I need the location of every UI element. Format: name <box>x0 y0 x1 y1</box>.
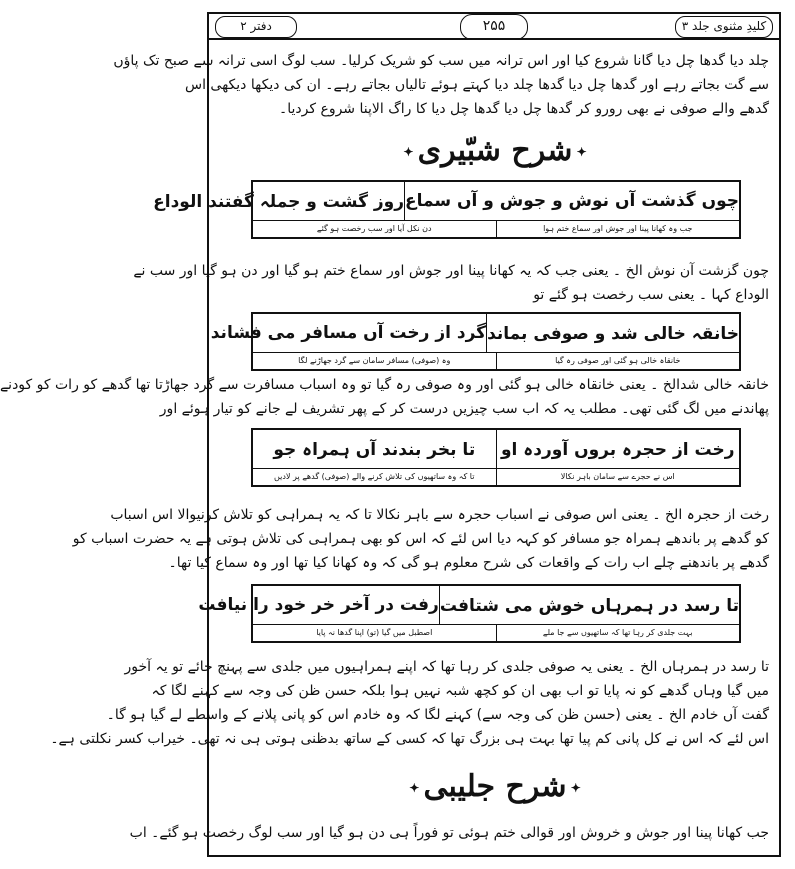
verse-first-hemistich: خانقہ خالی شد و صوفی بماند <box>487 323 739 344</box>
commentary-line: اس لئے کہ اس نے کل پانی کم پیا تھا بہت ہی بزرگ تھا کہ کسی کے ساتھ بدظنی ہوتی ہی نہ تھی۔ خیراب کسر نکلتی ہے۔ <box>50 731 769 747</box>
verse-first-hemistich: تا رسد در ہمرہاں خوش می شتافت <box>439 595 739 616</box>
commentary-line: تا رسد در ہمرہاں الخ ۔ یعنی یہ صوفی جلدی کر رہا تھا کہ اپنے ہمراہیوں میں جلدی سے پہنچ جائے تو یہ آخور <box>124 659 769 675</box>
verse-box <box>153 180 741 239</box>
commentary-line: چون گزشت آن نوش الخ ۔ یعنی جب کہ یہ کھانا پینا اور جوش اور سماع ختم ہو گیا اور دن ہو گیا اور سب نے <box>133 263 769 279</box>
commentary-line: جب کھانا پینا اور جوش و خروش اور قوالی ختم ہوئی تو فوراً ہی دن ہو گیا اور سب لوگ رخصت ہو گئے۔ اب <box>129 825 769 841</box>
page-number: ۲۵۵ <box>460 14 528 40</box>
verse-second-hemistich: گرد از رخت آں مسافر می فشاند <box>211 314 487 352</box>
verse-gloss: اس نے حجرے سے سامان باہر نکالا <box>560 472 675 481</box>
intro-line: سے گت بجاتے رہے اور گدھا چل دیا گدھا چلد دیا کہتے ہوئے تالیاں بجاتے رہے۔ ان کی دیکھا دیکھی اس <box>185 77 769 93</box>
verse-second-hemistich: رفت در آخر خر خود را نیافت <box>198 586 440 624</box>
verse-gloss: تا کہ وہ ساتھیوں کی تلاش کرنے والے (صوفی) گدھے پر لادیں <box>253 469 497 485</box>
verse-second-hemistich: روز گشت و جملہ گفتند الوداع <box>153 182 405 220</box>
commentary-line: گدھے پر باندھنے چلے اب رات کے واقعات کی شرح معلوم ہو گی کہ وہ کھانا کیا تھا اور وہ سماع کیا تھا۔ <box>168 555 769 571</box>
commentary-line: پھاندنے میں لگ گئی تھی۔ مطلب یہ کہ اب سب چیزیں درست کر کے پھر تشریف لے جانے کو تیار ہوئے اور <box>159 401 769 417</box>
verse-gloss: خانقاہ خالی ہو گئی اور صوفی رہ گیا <box>555 356 681 365</box>
running-header <box>207 12 781 40</box>
verse-gloss: وہ (صوفی) مسافر سامان سے گرد جھاڑنے لگا <box>253 353 497 369</box>
commentary-line: الوداع کہا ۔ یعنی سب رخصت ہو گئے تو <box>533 287 769 303</box>
commentary-line: کو گدھے پر باندھے ہمراہ جو مسافر کو کہہ دیا اس لئے کہ اس کو بھی ہمراہی کی تلاش ہوتی ہے یہ حضرت اسباب کو <box>72 531 769 547</box>
commentary-line: خانقہ خالی شدالخ ۔ یعنی خانقاہ خالی ہو گئی اور وہ صوفی رہ گیا تو وہ اسباب مسافرت سے گرد جھاڑتا تھا گدھے کو رات کو کودنے <box>0 377 769 393</box>
verse-first-hemistich: چوں گذشت آں نوش و جوش و آں سماع <box>405 191 739 211</box>
intro-line: گدھے والے صوفی نے بھی رورو کر گدھا چل دیا گدھا چل دیا کا راگ الاپنا شروع کردیا۔ <box>279 101 769 117</box>
volume-label: دفتر ۲ <box>215 16 297 38</box>
commentary-line: میں گیا وہاں گدھے کو نہ پایا تو اب بھی ان کو کچھ شبہ نہیں ہوا بلکہ حسن ظن کی وجہ سے کہنے لگا کہ <box>151 683 769 699</box>
book-title: کلیدِ مثنوی جلد ۳ <box>675 16 773 38</box>
verse-box <box>198 584 741 643</box>
ornament-icon: ✦ <box>403 145 418 159</box>
verse-gloss: دن نکل آیا اور سب رخصت ہو گئے <box>253 221 497 237</box>
commentary-line: گفت آں خادم الخ ۔ یعنی (حسن ظن کی وجہ سے) کہنے لگا کہ وہ خادم اس کو پانی پلانے کے واسطے لے گیا ہو گا۔ <box>106 707 769 723</box>
verse-box <box>251 428 741 487</box>
ornament-icon: ✦ <box>566 781 581 795</box>
commentary-line: رخت از حجرہ الخ ۔ یعنی اس صوفی نے اسباب حجرہ سے باہر نکالا تا کہ یہ ہمراہی کو تلاش کرنیوالا اس اسباب <box>110 507 769 523</box>
verse-first-hemistich: رخت از حجرہ بروں آوردہ او <box>500 439 735 460</box>
section-heading-shabbiri: ✦ شرح شبّیری ✦ <box>403 133 587 168</box>
ornament-icon: ✦ <box>409 781 424 795</box>
ornament-icon: ✦ <box>572 145 587 159</box>
section-heading-jalibi: ✦ شرح جلیبی ✦ <box>409 769 581 804</box>
verse-gloss: بہت جلدی کر رہا تھا کہ ساتھیوں سے جا ملے <box>542 628 693 637</box>
verse-second-hemistich: تا بخر بندند آں ہمراہ جو <box>253 430 497 468</box>
intro-line: چلد دیا گدھا چل دیا گانا شروع کیا اور اس ترانہ میں سب کو شریک کرلیا۔ سب لوگ اسی ترانہ سے صبح تک پاؤں <box>113 53 769 69</box>
verse-gloss: جب وہ کھانا پینا اور جوش اور سماع ختم ہوا <box>543 224 693 233</box>
verse-gloss: اصطبل میں گیا (تو) اپنا گدھا نہ پایا <box>253 625 497 641</box>
verse-box <box>210 312 741 371</box>
